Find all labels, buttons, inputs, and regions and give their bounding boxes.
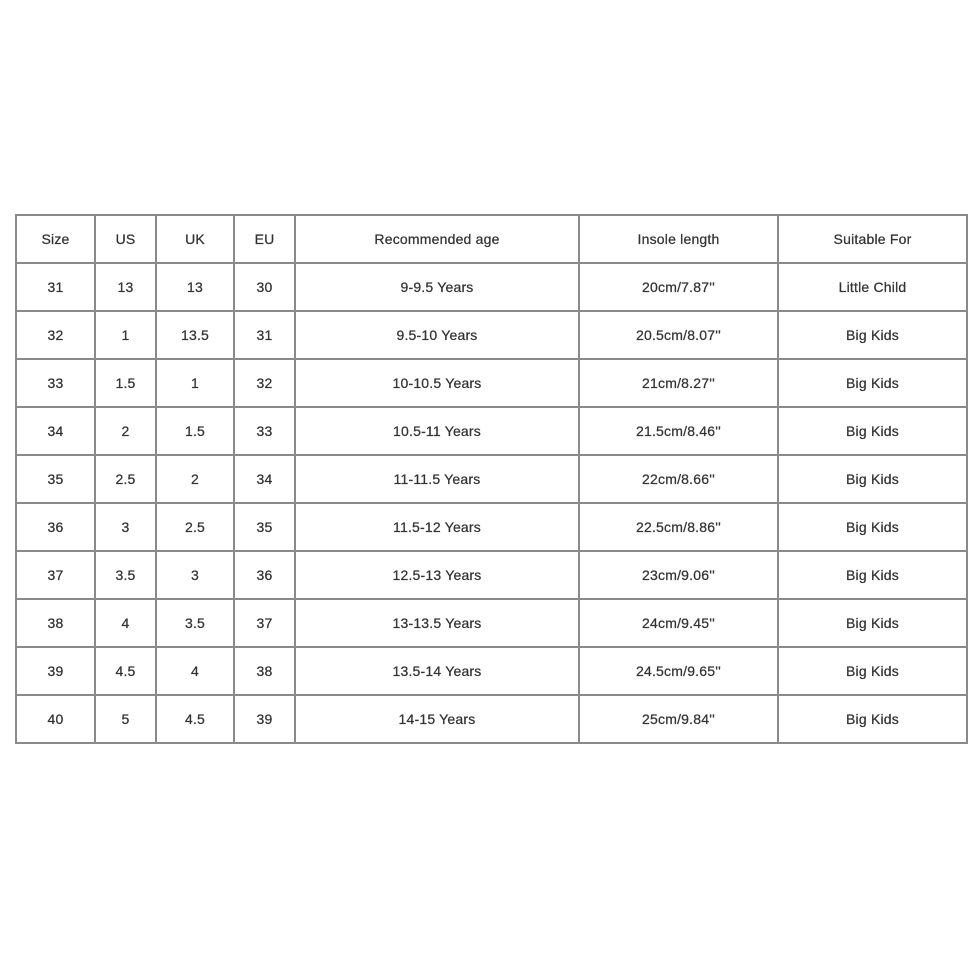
table-row <box>16 551 967 599</box>
cell-size: 33 <box>16 359 95 407</box>
table-row <box>16 263 967 311</box>
cell-us: 5 <box>95 695 156 743</box>
cell-insole-length: 22cm/8.66'' <box>579 455 778 503</box>
cell-recommended-age: 11-11.5 Years <box>295 455 579 503</box>
cell-eu: 36 <box>234 551 295 599</box>
cell-insole-length: 24.5cm/9.65'' <box>579 647 778 695</box>
cell-insole-length: 21.5cm/8.46'' <box>579 407 778 455</box>
cell-us: 13 <box>95 263 156 311</box>
cell-us: 1 <box>95 311 156 359</box>
cell-us: 3 <box>95 503 156 551</box>
header-insole-length: Insole length <box>579 215 778 263</box>
cell-us: 3.5 <box>95 551 156 599</box>
header-us: US <box>95 215 156 263</box>
cell-recommended-age: 10.5-11 Years <box>295 407 579 455</box>
cell-size: 31 <box>16 263 95 311</box>
cell-size: 39 <box>16 647 95 695</box>
cell-suitable-for: Big Kids <box>778 551 967 599</box>
header-uk: UK <box>156 215 234 263</box>
table-row <box>16 599 967 647</box>
table-header-row <box>16 215 967 263</box>
cell-uk: 13.5 <box>156 311 234 359</box>
cell-us: 4 <box>95 599 156 647</box>
cell-suitable-for: Big Kids <box>778 311 967 359</box>
table-row <box>16 455 967 503</box>
cell-size: 34 <box>16 407 95 455</box>
table-row <box>16 647 967 695</box>
cell-insole-length: 22.5cm/8.86'' <box>579 503 778 551</box>
cell-uk: 2 <box>156 455 234 503</box>
header-suitable-for: Suitable For <box>778 215 967 263</box>
cell-insole-length: 23cm/9.06'' <box>579 551 778 599</box>
cell-insole-length: 20.5cm/8.07'' <box>579 311 778 359</box>
cell-eu: 31 <box>234 311 295 359</box>
cell-suitable-for: Little Child <box>778 263 967 311</box>
header-recommended-age: Recommended age <box>295 215 579 263</box>
cell-size: 37 <box>16 551 95 599</box>
cell-suitable-for: Big Kids <box>778 647 967 695</box>
cell-uk: 1.5 <box>156 407 234 455</box>
cell-recommended-age: 12.5-13 Years <box>295 551 579 599</box>
cell-uk: 4 <box>156 647 234 695</box>
cell-eu: 33 <box>234 407 295 455</box>
cell-recommended-age: 9-9.5 Years <box>295 263 579 311</box>
cell-us: 2.5 <box>95 455 156 503</box>
cell-suitable-for: Big Kids <box>778 695 967 743</box>
cell-insole-length: 20cm/7.87'' <box>579 263 778 311</box>
cell-insole-length: 24cm/9.45'' <box>579 599 778 647</box>
cell-us: 1.5 <box>95 359 156 407</box>
cell-suitable-for: Big Kids <box>778 359 967 407</box>
cell-uk: 4.5 <box>156 695 234 743</box>
cell-eu: 30 <box>234 263 295 311</box>
cell-recommended-age: 13-13.5 Years <box>295 599 579 647</box>
cell-recommended-age: 13.5-14 Years <box>295 647 579 695</box>
cell-suitable-for: Big Kids <box>778 503 967 551</box>
cell-insole-length: 21cm/8.27'' <box>579 359 778 407</box>
cell-eu: 35 <box>234 503 295 551</box>
table-row <box>16 503 967 551</box>
table-row <box>16 407 967 455</box>
cell-suitable-for: Big Kids <box>778 599 967 647</box>
cell-eu: 39 <box>234 695 295 743</box>
cell-us: 2 <box>95 407 156 455</box>
cell-size: 36 <box>16 503 95 551</box>
header-eu: EU <box>234 215 295 263</box>
header-size: Size <box>16 215 95 263</box>
cell-recommended-age: 10-10.5 Years <box>295 359 579 407</box>
cell-uk: 1 <box>156 359 234 407</box>
cell-recommended-age: 11.5-12 Years <box>295 503 579 551</box>
cell-size: 38 <box>16 599 95 647</box>
cell-eu: 34 <box>234 455 295 503</box>
cell-us: 4.5 <box>95 647 156 695</box>
cell-size: 32 <box>16 311 95 359</box>
cell-uk: 2.5 <box>156 503 234 551</box>
cell-eu: 38 <box>234 647 295 695</box>
cell-uk: 13 <box>156 263 234 311</box>
cell-size: 35 <box>16 455 95 503</box>
cell-size: 40 <box>16 695 95 743</box>
cell-eu: 32 <box>234 359 295 407</box>
size-chart-table <box>15 214 968 744</box>
cell-recommended-age: 9.5-10 Years <box>295 311 579 359</box>
cell-suitable-for: Big Kids <box>778 407 967 455</box>
cell-insole-length: 25cm/9.84'' <box>579 695 778 743</box>
cell-uk: 3.5 <box>156 599 234 647</box>
table-row <box>16 311 967 359</box>
cell-eu: 37 <box>234 599 295 647</box>
table-row <box>16 359 967 407</box>
cell-uk: 3 <box>156 551 234 599</box>
table-row <box>16 695 967 743</box>
cell-suitable-for: Big Kids <box>778 455 967 503</box>
cell-recommended-age: 14-15 Years <box>295 695 579 743</box>
